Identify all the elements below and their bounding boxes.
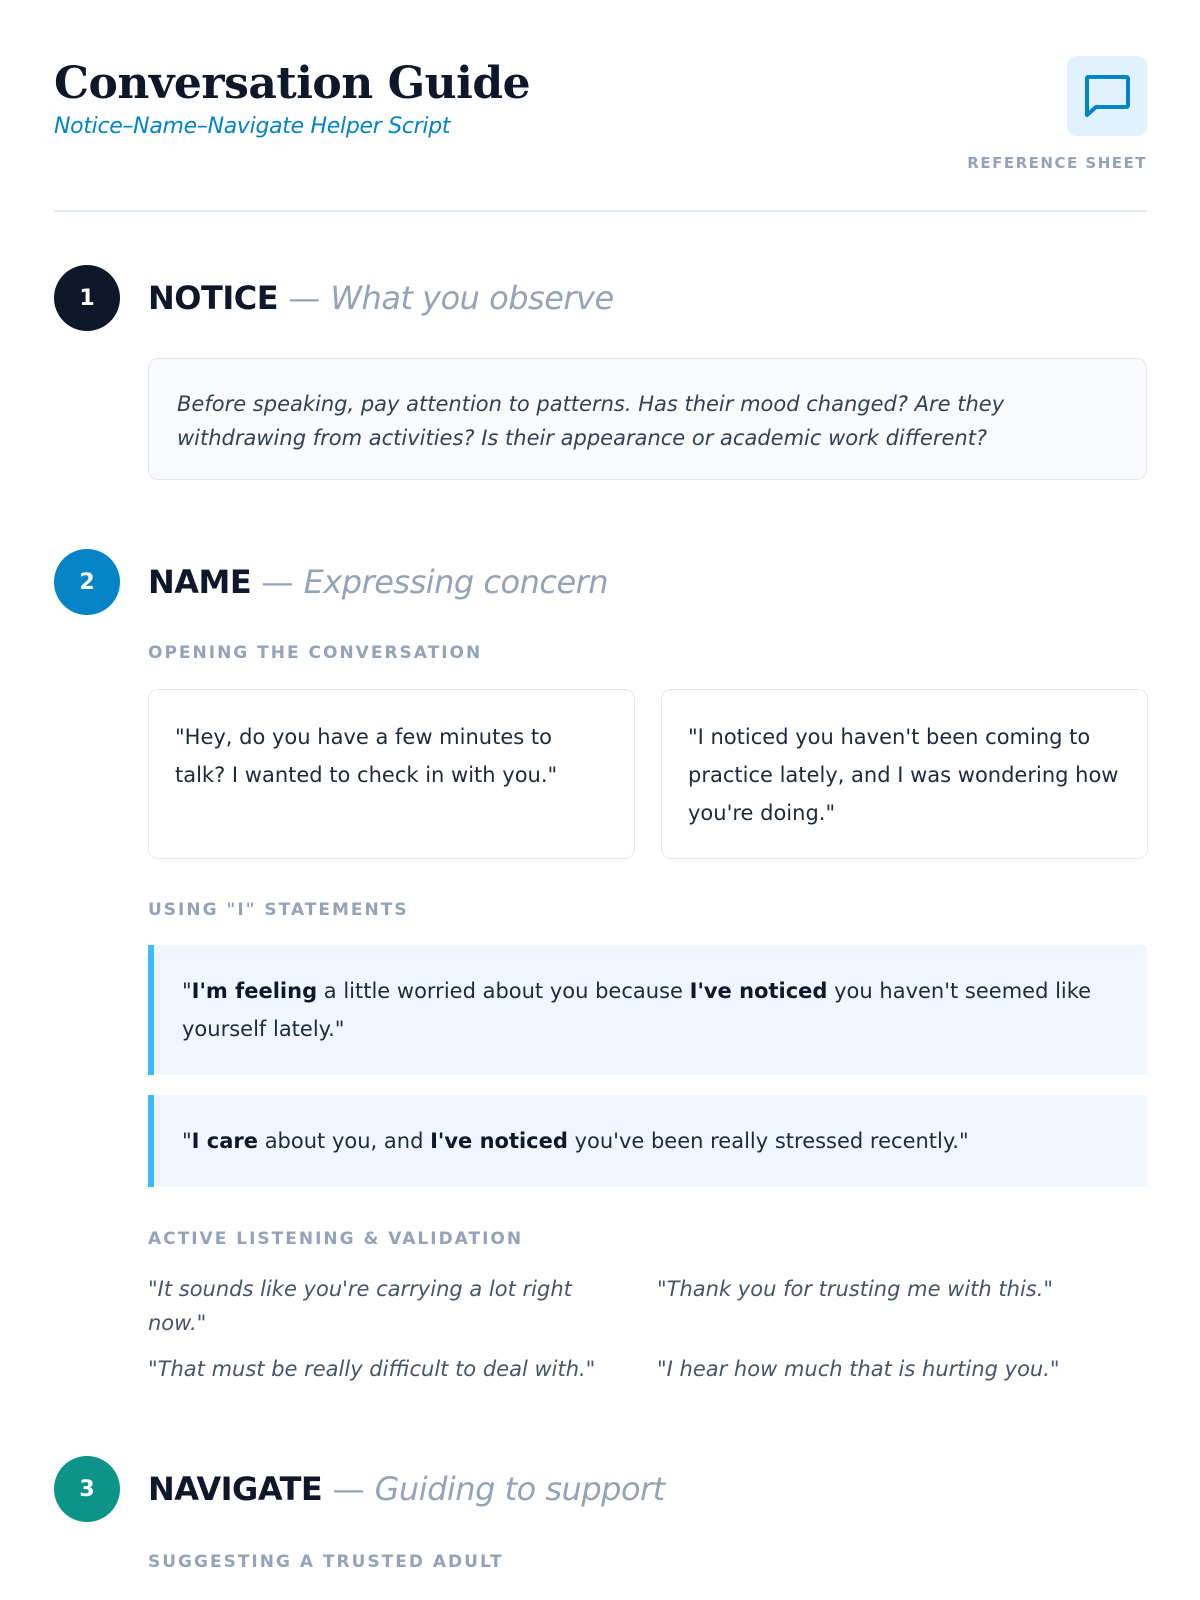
opening-card-1: "Hey, do you have a few minutes to talk? I wanted to check in with you." [148,689,635,859]
step-3-subtitle: Guiding to support [374,1470,665,1508]
trusted-adult-label: SUGGESTING A TRUSTED ADULT [148,1552,504,1572]
reference-sheet-label: REFERENCE SHEET [967,154,1147,172]
page-title: Conversation Guide [54,58,531,109]
step-3-heading: NAVIGATE [148,1470,323,1508]
page-header [54,56,1147,212]
step-2-subtitle: Expressing concern [303,563,609,601]
quote-fragment: a little worried about you because [317,979,690,1003]
step-1-title [148,278,614,318]
validation-phrase-4: "I hear how much that is hurting you." [657,1357,1060,1381]
validation-phrase-3: "That must be really difficult to deal with." [148,1357,596,1381]
quote-fragment: " [182,1129,192,1153]
active-listening-label: ACTIVE LISTENING & VALIDATION [148,1229,524,1249]
quote-fragment: " [182,979,192,1003]
step-1-separator: — [278,279,331,317]
speech-bubble-icon [1067,56,1147,136]
step-3-title [148,1469,665,1509]
step-1-subtitle: What you observe [330,279,614,317]
validation-phrase-2: "Thank you for trusting me with this." [657,1277,1054,1301]
opening-card-2: "I noticed you haven't been coming to practice lately, and I was wondering how you're doing." [661,689,1148,859]
page-subtitle: Notice–Name–Navigate Helper Script [54,114,451,139]
i-statement-text-2 [182,1122,969,1160]
step-2-separator: — [251,563,304,601]
quote-fragment: you've been really stressed recently." [567,1129,969,1153]
quote-fragment: about you, and [258,1129,431,1153]
i-statement-quote-2 [148,1095,1147,1187]
step-2-badge: 2 [54,549,120,615]
i-statement-quote-1 [148,945,1147,1075]
step-1-badge: 1 [54,265,120,331]
notice-description: Before speaking, pay attention to patterns. Has their mood changed? Are they withdrawing from activities? Is their appearance or academic work different? [148,358,1147,480]
quote-emphasis: I care [191,1129,259,1153]
quote-fragment: you haven't seemed like yourself lately." [182,979,1092,1041]
step-3-badge: 3 [54,1456,120,1522]
step-1-heading: NOTICE [148,279,279,317]
opening-conversation-label: OPENING THE CONVERSATION [148,643,483,663]
quote-emphasis: I'm feeling [191,979,318,1003]
step-3-separator: — [322,1470,375,1508]
quote-emphasis: I've noticed [430,1129,568,1153]
i-statement-text-1 [182,972,1119,1048]
i-statements-label: USING "I" STATEMENTS [148,900,409,920]
step-2-heading: NAME [148,563,252,601]
validation-phrase-1: "It sounds like you're carrying a lot right now." [148,1277,572,1335]
quote-emphasis: I've noticed [689,979,828,1003]
step-2-title [148,562,608,602]
